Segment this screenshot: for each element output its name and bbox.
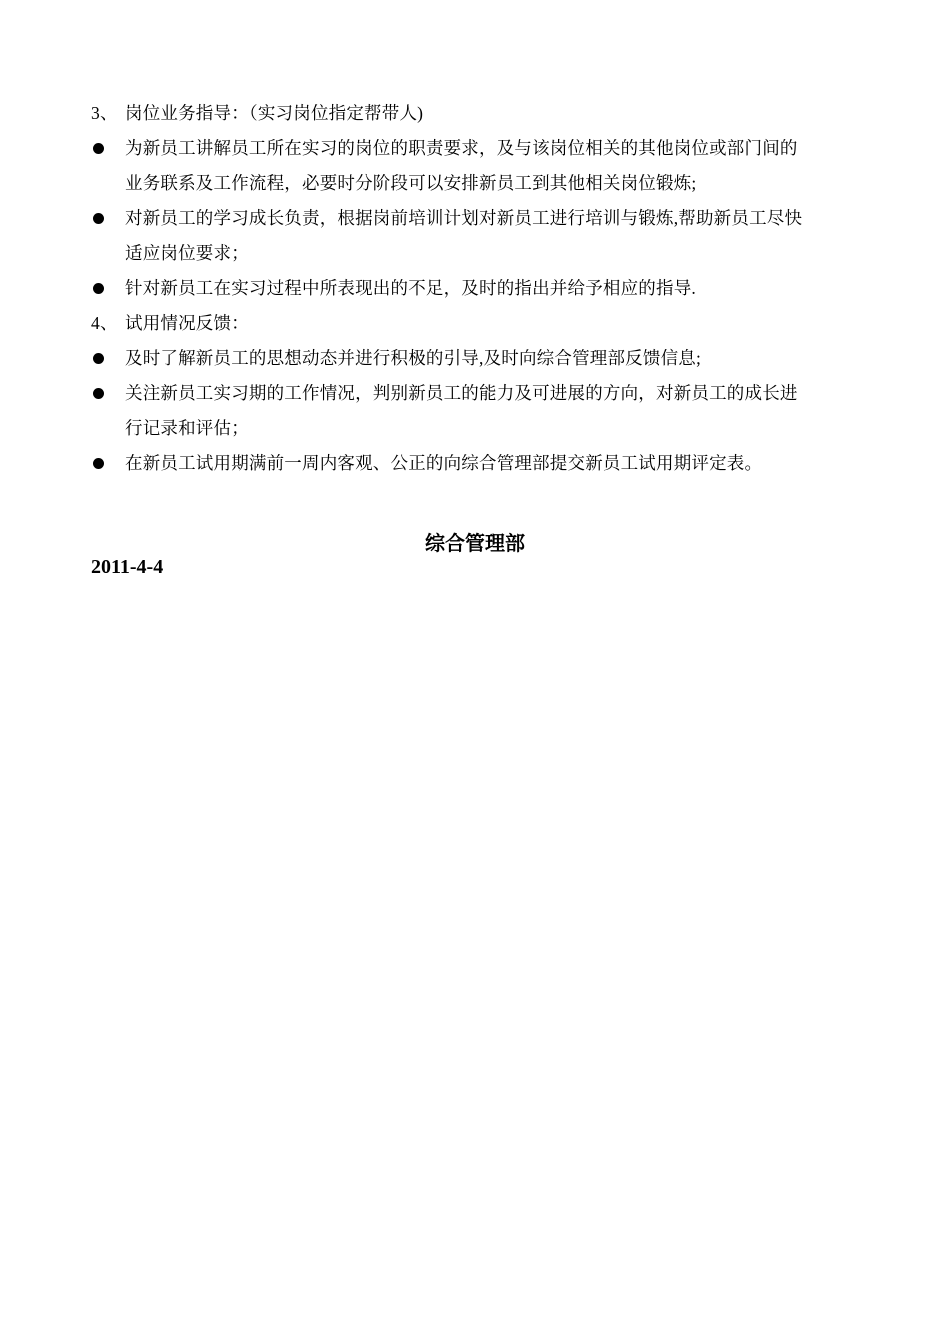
bullet-dot-icon (93, 458, 104, 469)
bullet-dot-icon (93, 353, 104, 364)
section-4-bullet-3 (91, 446, 861, 481)
bullet-line: 及时了解新员工的思想动态并进行积极的引导,及时向综合管理部反馈信息; (125, 348, 702, 368)
section-4-heading (91, 306, 861, 341)
bullet-line: 行记录和评估； (125, 418, 249, 438)
section-4-title: 试用情况反馈： (125, 313, 249, 333)
signature-date: 2011-4-4 (91, 556, 164, 578)
bullet-dot-icon (93, 143, 104, 154)
bullet-line: 对新员工的学习成长负责，根据岗前培训计划对新员工进行培训与锻炼,帮助新员工尽快 (125, 208, 803, 228)
bullet-line: 适应岗位要求； (125, 243, 249, 263)
section-3-bullet-1 (91, 131, 861, 201)
document-body (91, 96, 861, 481)
section-3-title: 岗位业务指导：（实习岗位指定帮带人) (125, 103, 424, 123)
bullet-dot-icon (93, 388, 104, 399)
section-4-bullet-2 (91, 376, 861, 446)
bullet-dot-icon (93, 213, 104, 224)
bullet-line: 业务联系及工作流程，必要时分阶段可以安排新员工到其他相关岗位锻炼; (125, 173, 697, 193)
section-3-number: 3、 (91, 103, 118, 123)
section-4-number: 4、 (91, 313, 118, 333)
bullet-dot-icon (93, 283, 104, 294)
bullet-line: 关注新员工实习期的工作情况，判别新员工的能力及可进展的方向，对新员工的成长进 (125, 383, 798, 403)
section-3-heading (91, 96, 861, 131)
bullet-line: 在新员工试用期满前一周内客观、公正的向综合管理部提交新员工试用期评定表。 (125, 453, 763, 473)
section-4-bullet-1 (91, 341, 861, 376)
bullet-line: 为新员工讲解员工所在实习的岗位的职责要求，及与该岗位相关的其他岗位或部门间的 (125, 138, 798, 158)
signature-department: 综合管理部 (425, 531, 525, 555)
section-3-bullet-3 (91, 271, 861, 306)
bullet-line: 针对新员工在实习过程中所表现出的不足，及时的指出并给予相应的指导. (125, 278, 696, 298)
section-3-bullet-2 (91, 201, 861, 271)
